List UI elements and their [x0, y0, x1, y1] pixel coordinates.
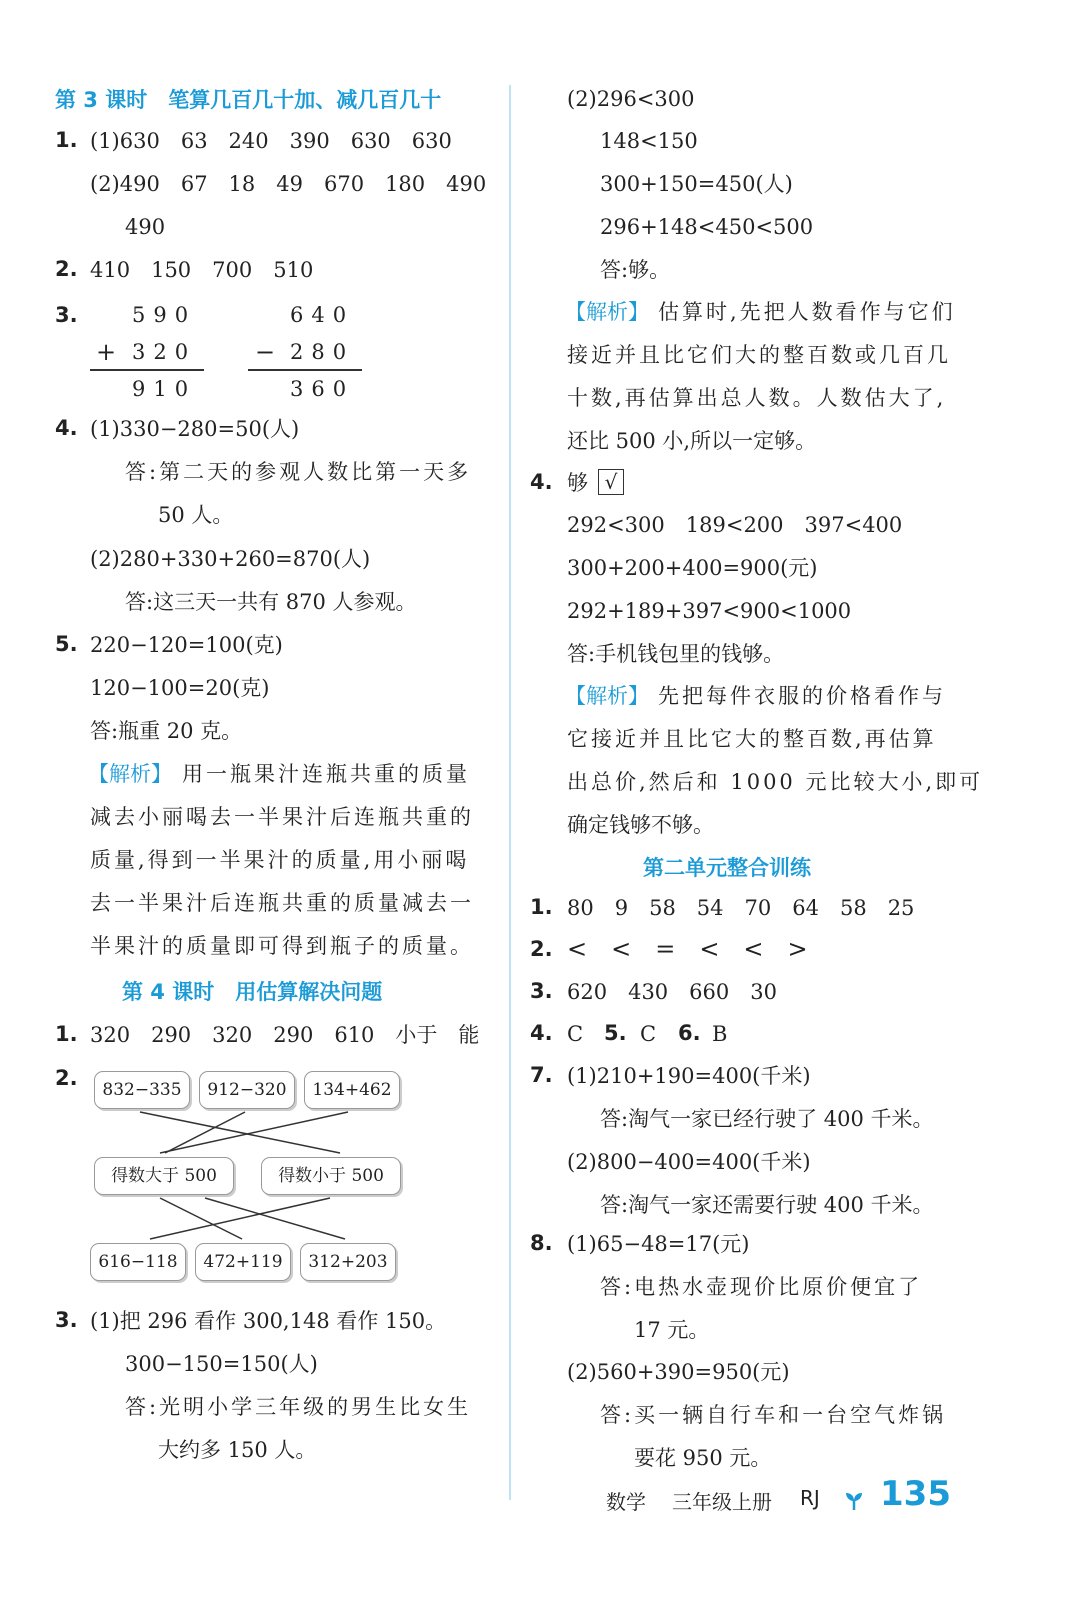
q3-add-top: 590 [132, 303, 197, 327]
l4q3-answer-2: 大约多 150 人。 [158, 1438, 317, 1462]
lesson3-title: 第 3 课时 笔算几百几十加、减几百几十 [55, 88, 442, 112]
q3-add-mid: 320 [132, 340, 197, 364]
r-analysis1-tag: 【解析】 [565, 300, 649, 324]
r-q4-line-4: 答:手机钱包里的钱够。 [567, 642, 785, 666]
match-less-500: 得数小于 500 [261, 1157, 401, 1195]
q2-label: 2. [55, 257, 78, 281]
r-q4-checkbox [598, 469, 624, 495]
l4q1-line: 320 290 320 290 610 小于 能 [90, 1023, 480, 1047]
match-greater-500: 得数大于 500 [94, 1157, 234, 1195]
r-analysis1-3: 十数,再估算出总人数。人数估大了, [567, 386, 947, 410]
match-line-6 [205, 1198, 345, 1239]
q5-analysis-4: 去一半果汁后连瓶共重的质量减去一 [90, 891, 474, 915]
match-top-2: 912−320 [199, 1071, 295, 1109]
q5-line-b: 120−100=20(克) [90, 676, 270, 700]
q5-analysis-5: 半果汁的质量即可得到瓶子的质量。 [90, 934, 474, 958]
q5-analysis-1: 用一瓶果汁连瓶共重的质量 [182, 762, 470, 786]
r-analysis2-2: 它接近并且比它大的整百数,再估算 [567, 727, 937, 751]
u6-label: 6. [678, 1021, 701, 1045]
r-q4-label: 4. [530, 470, 553, 494]
q2-line: 410 150 700 510 [90, 258, 314, 282]
unit-title: 第二单元整合训练 [643, 856, 811, 880]
r-analysis2-4: 确定钱够不够。 [567, 813, 714, 837]
u8-line-a: (1)65−48=17(元) [567, 1232, 750, 1256]
page-number: 135 [880, 1474, 951, 1514]
r-line-3: 300+150=450(人) [600, 172, 793, 196]
u8-label: 8. [530, 1231, 553, 1255]
u1-line: 80 9 58 54 70 64 58 25 [567, 896, 915, 920]
check-icon: √ [598, 469, 624, 495]
r-q4-line-1: 292<300 189<200 397<400 [567, 513, 903, 537]
q4-answer-a2: 50 人。 [158, 503, 234, 527]
r-analysis1-1: 估算时,先把人数看作与它们 [658, 300, 956, 324]
u7-answer-b: 答:淘气一家还需要行驶 400 千米。 [600, 1193, 934, 1217]
match-top-1: 832−335 [94, 1071, 190, 1109]
q4-answer-b: 答:这三天一共有 870 人参观。 [125, 590, 417, 614]
u8-line-b: (2)560+390=950(元) [567, 1360, 790, 1384]
u4-answer: C [567, 1022, 584, 1046]
r-q4-word: 够 [567, 471, 588, 495]
u1-label: 1. [530, 895, 553, 919]
l4q3-answer-1: 答:光明小学三年级的男生比女生 [125, 1395, 472, 1419]
q5-line-a: 220−120=100(克) [90, 633, 283, 657]
q5-analysis-3: 质量,得到一半果汁的质量,用小丽喝 [90, 848, 470, 872]
q3-add-op: + [96, 338, 117, 366]
q1-line-a: (1)630 63 240 390 630 630 [90, 129, 452, 153]
u8-answer-a2: 17 元。 [634, 1318, 710, 1342]
lesson4-title: 第 4 课时 用估算解决问题 [122, 980, 383, 1004]
q3-label: 3. [55, 303, 78, 327]
u2-label: 2. [530, 937, 553, 961]
l4q3-line-a: (1)把 296 看作 300,148 看作 150。 [90, 1309, 447, 1333]
r-analysis2-1: 先把每件衣服的价格看作与 [658, 684, 946, 708]
r-line-4: 296+148<450<500 [600, 215, 814, 239]
q3-add-res: 910 [132, 377, 197, 401]
match-bot-1: 616−118 [90, 1243, 186, 1281]
u7-line-b: (2)800−400=400(千米) [567, 1150, 811, 1174]
q5-analysis-2: 减去小丽喝去一半果汁后连瓶共重的 [90, 805, 474, 829]
l4q3-line-b: 300−150=150(人) [125, 1352, 318, 1376]
l4q3-label: 3. [55, 1308, 78, 1332]
match-line-4 [160, 1198, 242, 1239]
u7-line-a: (1)210+190=400(千米) [567, 1064, 811, 1088]
r-q4-line-2: 300+200+400=900(元) [567, 556, 818, 580]
match-top-3: 134+462 [304, 1071, 400, 1109]
r-analysis1-2: 接近并且比它们大的整百数或几百几 [567, 343, 951, 367]
footer-subject: 数学 [606, 1490, 646, 1514]
r-analysis2-tag: 【解析】 [565, 684, 649, 708]
match-line-2 [165, 1112, 245, 1153]
u7-label: 7. [530, 1063, 553, 1087]
u8-answer-b2: 要花 950 元。 [634, 1446, 772, 1470]
q5-analysis-tag: 【解析】 [88, 762, 172, 786]
r-line-5: 答:够。 [600, 258, 671, 282]
q5-answer: 答:瓶重 20 克。 [90, 719, 243, 743]
match-bot-3: 312+203 [300, 1243, 396, 1281]
r-line-2: 148<150 [600, 129, 698, 153]
sprout-icon [843, 1490, 865, 1512]
match-line-3 [160, 1112, 348, 1153]
l4q1-label: 1. [55, 1022, 78, 1046]
q4-line-b: (2)280+330+260=870(人) [90, 547, 371, 571]
q1-line-c: 490 [125, 215, 166, 239]
u3-label: 3. [530, 979, 553, 1003]
q1-line-b: (2)490 67 18 49 670 180 490 [90, 172, 487, 196]
q5-label: 5. [55, 632, 78, 656]
q4-label: 4. [55, 416, 78, 440]
u6-answer: B [712, 1022, 728, 1046]
q4-line-a: (1)330−280=50(人) [90, 417, 300, 441]
match-line-1 [140, 1112, 340, 1153]
q3-sub-top: 640 [290, 303, 355, 327]
q1-label: 1. [55, 128, 78, 152]
footer-grade: 三年级上册 [672, 1490, 772, 1514]
q4-answer-a1: 答:第二天的参观人数比第一天多 [125, 460, 472, 484]
u2-line: < < = < < > [567, 935, 808, 963]
u5-answer: C [640, 1022, 657, 1046]
u8-answer-a1: 答:电热水壶现价比原价便宜了 [600, 1275, 923, 1299]
u5-label: 5. [604, 1021, 627, 1045]
l4q2-label: 2. [55, 1066, 78, 1090]
r-line-1: (2)296<300 [567, 87, 695, 111]
r-q4-line-3: 292+189+397<900<1000 [567, 599, 852, 623]
match-line-5 [150, 1198, 330, 1239]
u4-label: 4. [530, 1021, 553, 1045]
footer-edition: RJ [800, 1486, 820, 1510]
u7-answer-a: 答:淘气一家已经行驶了 400 千米。 [600, 1107, 934, 1131]
match-bot-2: 472+119 [195, 1243, 291, 1281]
u3-line: 620 430 660 30 [567, 980, 777, 1004]
u8-answer-b1: 答:买一辆自行车和一台空气炸锅 [600, 1403, 947, 1427]
r-analysis1-4: 还比 500 小,所以一定够。 [567, 429, 817, 453]
r-analysis2-3: 出总价,然后和 1000 元比较大小,即可 [567, 770, 984, 794]
match-lines [0, 0, 520, 1300]
q3-sub-res: 360 [290, 377, 355, 401]
q3-sub-op: − [255, 338, 276, 366]
q3-sub-mid: 280 [290, 340, 355, 364]
